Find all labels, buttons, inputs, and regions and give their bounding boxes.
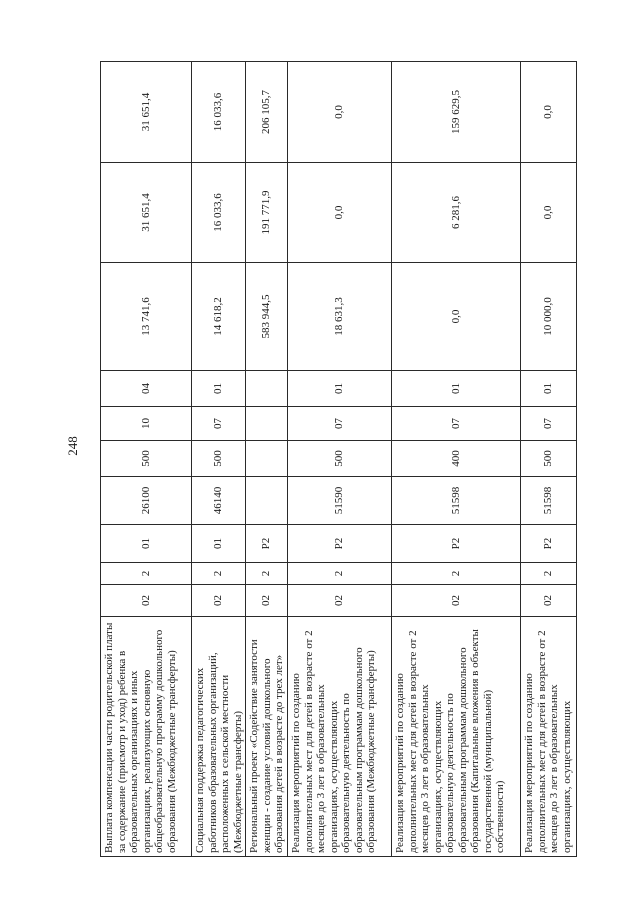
subprogram-code: 2	[521, 563, 577, 585]
section-code: 07	[521, 407, 577, 441]
amount-1: 0,0	[392, 263, 521, 371]
program-code: 02	[101, 585, 192, 617]
section-code: 07	[192, 407, 246, 441]
direction-code: 51598	[392, 477, 521, 525]
amount-1: 18 631,3	[288, 263, 392, 371]
subsection-code: 04	[101, 371, 192, 407]
program-code: 02	[392, 585, 521, 617]
subprogram-code: 2	[288, 563, 392, 585]
amount-2: 31 651,4	[101, 163, 192, 263]
event-code: P2	[521, 525, 577, 563]
amount-3: 206 105,7	[246, 62, 288, 163]
expense-type-code: 400	[392, 441, 521, 477]
subsection-code: 01	[392, 371, 521, 407]
table-row	[246, 62, 288, 857]
program-code: 02	[521, 585, 577, 617]
rotated-table-wrapper	[100, 62, 573, 857]
table-row	[288, 62, 392, 857]
event-code: P2	[246, 525, 288, 563]
expense-type-code: 500	[521, 441, 577, 477]
table-row	[192, 62, 246, 857]
event-code: P2	[392, 525, 521, 563]
amount-3: 0,0	[288, 62, 392, 163]
subsection-code	[246, 371, 288, 407]
program-code: 02	[246, 585, 288, 617]
subsection-code: 01	[288, 371, 392, 407]
amount-1: 10 000,0	[521, 263, 577, 371]
section-code: 07	[392, 407, 521, 441]
amount-3: 0,0	[521, 62, 577, 163]
table-row	[392, 62, 521, 857]
subsection-code: 01	[521, 371, 577, 407]
amount-2: 0,0	[521, 163, 577, 263]
table-row	[101, 62, 192, 857]
subsection-code: 01	[192, 371, 246, 407]
section-code	[246, 407, 288, 441]
amount-1: 13 741,6	[101, 263, 192, 371]
amount-3: 16 033,6	[192, 62, 246, 163]
subprogram-code: 2	[246, 563, 288, 585]
subprogram-code: 2	[392, 563, 521, 585]
event-code: 01	[192, 525, 246, 563]
amount-2: 6 281,6	[392, 163, 521, 263]
row-description: Региональный проект «Содействие занятости женщин - создание условий дошкольного образования детей в возрасте до трех лет»	[246, 617, 288, 857]
expense-type-code	[246, 441, 288, 477]
event-code: P2	[288, 525, 392, 563]
expense-type-code: 500	[101, 441, 192, 477]
amount-2: 0,0	[288, 163, 392, 263]
section-code: 07	[288, 407, 392, 441]
amount-3: 31 651,4	[101, 62, 192, 163]
row-description: Выплата компенсации части родительской платы за содержание (присмотр и уход) ребенка в образовательных организациях и иных организациях, реализующих основную общеобразовательную программу дошкольного образования (Межбюджетные трансферты)	[101, 617, 192, 857]
amount-1: 583 944,5	[246, 263, 288, 371]
table-row	[521, 62, 577, 857]
direction-code	[246, 477, 288, 525]
amount-2: 191 771,9	[246, 163, 288, 263]
section-code: 10	[101, 407, 192, 441]
program-code: 02	[288, 585, 392, 617]
amount-1: 14 618,2	[192, 263, 246, 371]
row-description: Реализация мероприятий по созданию дополнительных мест для детей в возрасте от 2 месяцев до 3 лет в образовательных организациях, осуществляющих	[521, 617, 577, 857]
event-code: 01	[101, 525, 192, 563]
expense-type-code: 500	[192, 441, 246, 477]
row-description: Реализация мероприятий по созданию дополнительных мест для детей в возрасте от 2 месяцев до 3 лет в образовательных организациях, осуществляющих образовательную деятельность по образовательным программам дошкольного образования (Межбюджетные трансферты)	[288, 617, 392, 857]
row-description: Социальная поддержка педагогических работников образовательных организаций, расположенных в сельской местности (Межбюджетные трансферты)	[192, 617, 246, 857]
page-number: 248	[65, 436, 80, 456]
row-description: Реализация мероприятий по созданию дополнительных мест для детей в возрасте от 2 месяцев до 3 лет в образовательных организациях, осуществляющих образовательную деятельность по образовательным программам дошкольного образования (Капитальные вложения в объекты государственной (муниципальной) собственности)	[392, 617, 521, 857]
budget-table	[100, 61, 577, 857]
expense-type-code: 500	[288, 441, 392, 477]
direction-code: 46140	[192, 477, 246, 525]
direction-code: 51598	[521, 477, 577, 525]
direction-code: 51590	[288, 477, 392, 525]
subprogram-code: 2	[192, 563, 246, 585]
amount-2: 16 033,6	[192, 163, 246, 263]
subprogram-code: 2	[101, 563, 192, 585]
program-code: 02	[192, 585, 246, 617]
direction-code: 26100	[101, 477, 192, 525]
amount-3: 159 629,5	[392, 62, 521, 163]
